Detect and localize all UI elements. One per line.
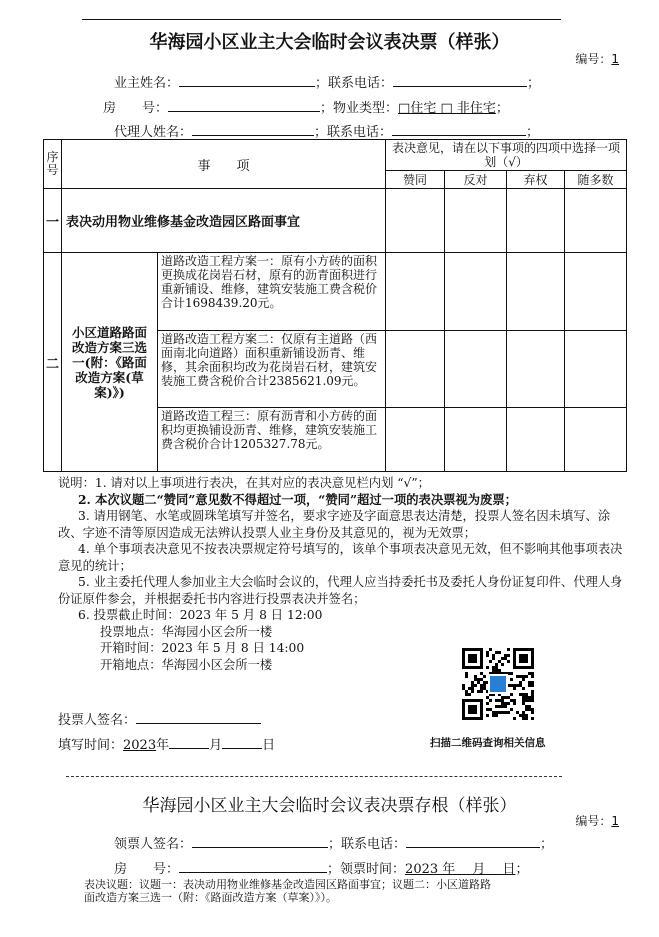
plan3-follow-cell[interactable] [565,408,627,472]
note-6d: 开箱地点：华海园小区会所一楼 [100,657,273,672]
agent-phone-field[interactable] [392,122,526,136]
note-6a: 6. 投票截止时间：2023 年 5 月 8 日 12:00 [78,608,323,622]
plan2-oppose-cell[interactable] [445,331,507,408]
row1-abstain-cell[interactable] [507,189,565,253]
opt-agree-header: 赞同 [386,171,445,189]
stub-room-label: 房 号： [114,862,180,877]
qr-code-icon[interactable] [462,648,534,720]
plan2-follow-cell[interactable] [565,331,627,408]
stub-phone-label: 联系电话： [341,837,407,852]
owner-name-field[interactable] [179,73,315,87]
stub-topics-line2: 面改造方案三选一（附：《路面改造方案（草案）》）。 [84,891,337,904]
stub-serial-value: 1 [611,814,619,828]
note-2: 2. 本次议题二“赞同”意见数不得超过一项，“赞同”超过一项的表决票视为废票； [78,491,517,507]
receive-time-value[interactable]: 2023 年 月 日 [405,862,516,877]
phone-label: 联系电话： [328,76,394,91]
stub-serial [575,812,619,829]
serial-number [575,50,619,67]
fill-day-field[interactable] [222,735,262,749]
opt-abstain-header: 弃权 [507,171,565,189]
note-4: 4. 单个事项表决意见不按表决票规定符号填写的，该单个事项表决意见无效，但不影响其他事项表决意见的统计； [58,542,623,573]
notes-block [58,475,626,673]
owner-name-label: 业主姓名： [114,76,180,91]
row1-no: 一 [44,189,62,253]
plan1-agree-cell[interactable] [386,253,445,331]
row1-agree-cell[interactable] [386,189,445,253]
row2-no: 二 [44,253,62,472]
serial-value: 1 [611,52,619,66]
fill-time-label: 填写时间： [58,738,124,753]
voting-table [43,139,627,472]
agent-name-field[interactable] [192,122,314,136]
year-char: 年 [156,738,170,753]
plan1-follow-cell[interactable] [565,253,627,331]
row1-follow-cell[interactable] [565,189,627,253]
col-no-header: 序号 [44,140,62,189]
row1-oppose-cell[interactable] [445,189,507,253]
plan2-agree-cell[interactable] [386,331,445,408]
note-6b: 投票地点：华海园小区会所一楼 [100,624,273,639]
col-opinion-header: 表决意见，请在以下事项的四项中选择一项划（√） [386,140,627,171]
plan2-text: 道路改造工程方案二：仅原有主道路（西面南北向道路）面积重新铺设沥青、维修，其余面积均改为花岗岩石材，建筑安装施工费含税价合计2385621.09元。 [158,331,386,408]
property-type-options[interactable]: □住宅 □ 非住宅 [398,101,496,116]
stub-receiver-line: 领票人签名： ；联系电话： ； [114,833,553,852]
plan3-agree-cell[interactable] [386,408,445,472]
month-char: 月 [209,738,223,753]
phone-field[interactable] [393,73,527,87]
row1-item: 表决动用物业维修基金改造园区路面事宜 [62,189,386,253]
opt-follow-header: 随多数 [565,171,627,189]
fill-time-line [58,734,275,753]
cut-line [66,776,562,777]
stub-topics-line1: 表决议题：议题一：表决动用物业维修基金改造园区路面事宜；议题二：小区道路路 [84,878,491,891]
voter-sign-line [58,709,261,728]
fill-month-field[interactable] [169,735,209,749]
property-type-label: 物业类型： [333,101,399,116]
room-line: 房 号： ；物业类型：□住宅 □ 非住宅； [103,97,509,116]
stub-phone-field[interactable] [406,834,540,848]
agent-line: 代理人姓名： ；联系电话： ； [114,121,539,140]
owner-line: 业主姓名： ；联系电话： ； [114,72,540,91]
stub-room-field[interactable] [179,859,327,873]
plan1-abstain-cell[interactable] [507,253,565,331]
ballot-title: 华海园小区业主大会临时会议表决票（样张） [149,32,510,53]
note-1: 说明：1. 请对以上事项进行表决，在其对应的表决意见栏内划 “√”； [58,476,430,490]
voter-sign-label: 投票人签名： [58,713,137,728]
receiver-sign-label: 领票人签名： [114,837,193,852]
day-char: 日 [262,738,276,753]
agent-phone-label: 联系电话： [327,125,393,140]
room-label: 房 号： [103,101,169,116]
stub-topics [84,878,604,904]
receive-time-label: 领票时间： [340,862,406,877]
note-6c: 开箱时间：2023 年 5 月 8 日 14:00 [100,641,305,655]
qr-caption: 扫描二维码查询相关信息 [430,737,546,749]
plan3-abstain-cell[interactable] [507,408,565,472]
plan1-oppose-cell[interactable] [445,253,507,331]
plan3-oppose-cell[interactable] [445,408,507,472]
voter-sign-field[interactable] [136,710,261,724]
opt-oppose-header: 反对 [445,171,507,189]
agent-name-label: 代理人姓名： [114,125,193,140]
receiver-sign-field[interactable] [192,834,328,848]
serial-label: 编号： [575,52,612,66]
col-item-header: 事 项 [62,140,386,189]
note-3: 3. 请用钢笔、水笔或圆珠笔填写并签名，要求字迹及字面意思表达清楚，投票人签名因未填写、涂改、字迹不清等原因造成无法辨认投票人业主身份及其意见的，视为无效票； [58,509,611,540]
plan1-text: 道路改造工程方案一：原有小方砖的面积更换成花岗岩石材，原有的沥青面积进行重新铺设、维修，建筑安装施工费含税价合计1698439.20元。 [158,253,386,331]
room-field[interactable] [168,98,320,112]
stub-title: 华海园小区业主大会临时会议表决票存根（样张） [142,796,517,816]
plan3-text: 道路改造工程三：原有沥青和小方砖的面积均更换铺设沥青、维修，建筑安装施工费含税价合计1205327.78元。 [158,408,386,472]
top-rule [82,19,561,20]
stub-serial-label: 编号： [575,814,612,828]
note-5: 5. 业主委托代理人参加业主大会临时会议的，代理人应当持委托书及委托人身份证复印件、代理人身份证原件参会，并根据委托书内容进行投票表决并签名； [58,575,623,606]
stub-room-line: 房 号： ；领票时间：2023 年 月 日； [114,858,529,877]
plan2-abstain-cell[interactable] [507,331,565,408]
row2-item: 小区道路路面改造方案三选一(附：《路面改造方案(草案)》) [62,253,158,472]
fill-year[interactable]: 2023 [123,738,157,753]
